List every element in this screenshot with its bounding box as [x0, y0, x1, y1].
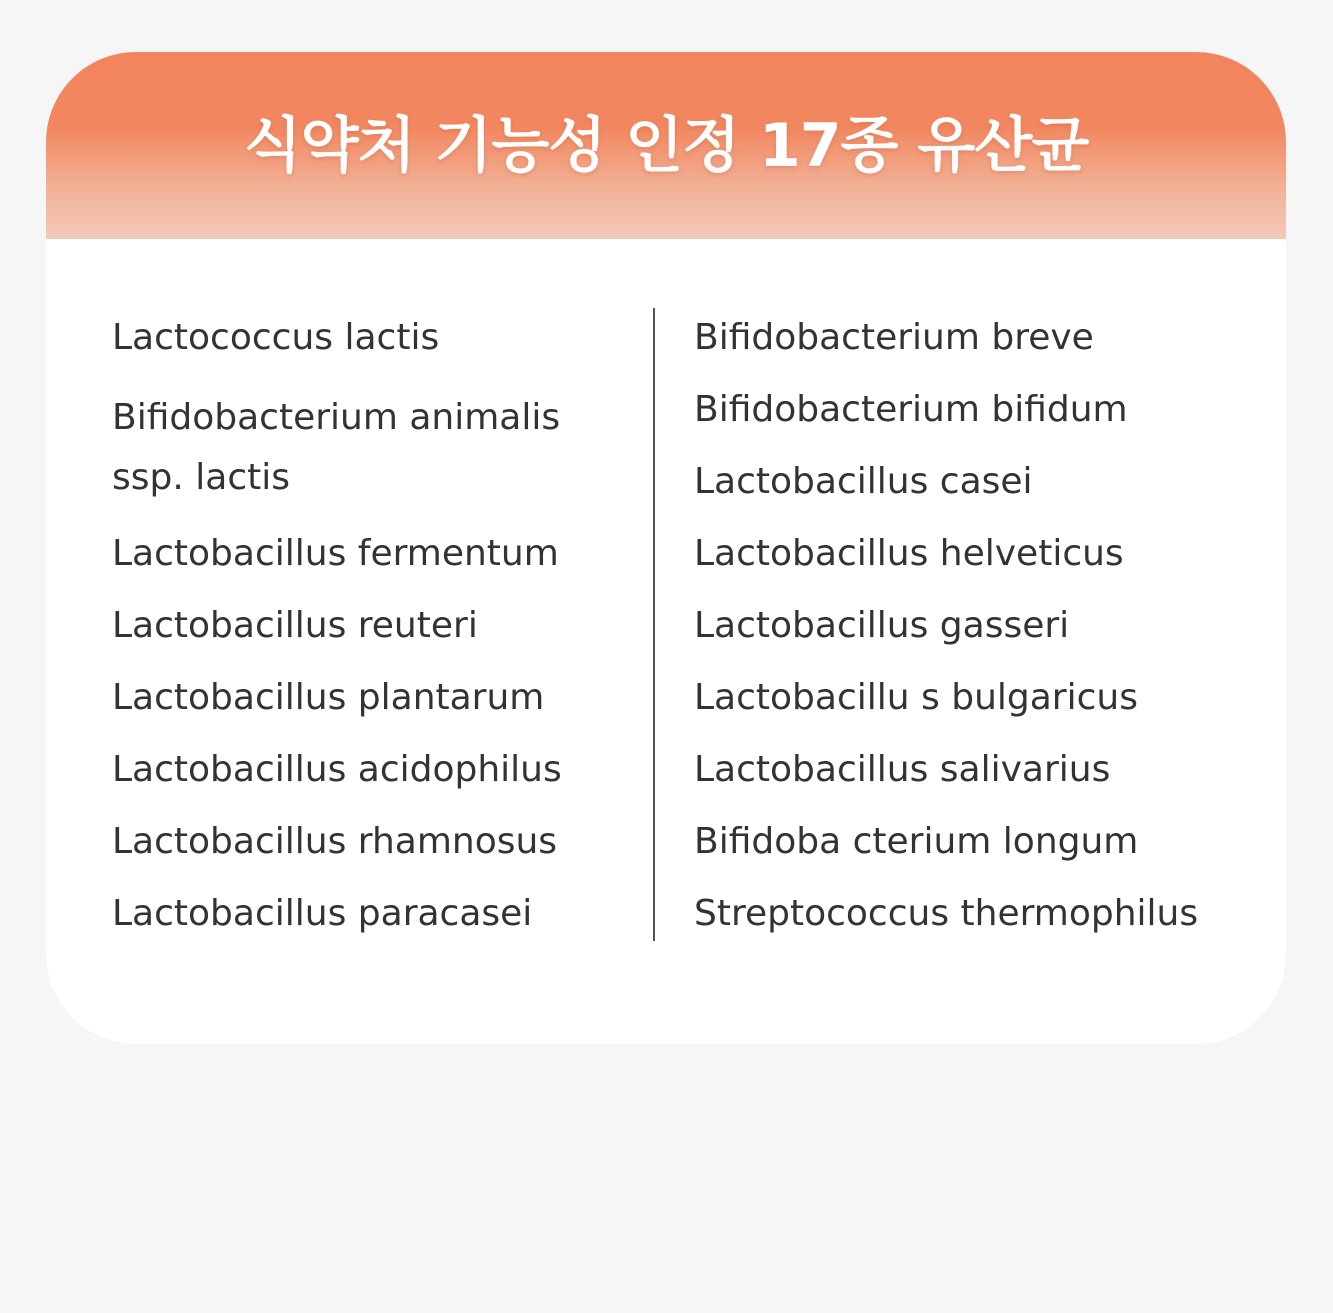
- strain-item: Lactobacillus helveticus: [694, 533, 1124, 574]
- strain-item: Lactobacillus plantarum: [112, 677, 545, 718]
- strain-item: Lactobacillus paracasei: [112, 893, 533, 934]
- strain-item: Bifidobacterium animalis: [112, 397, 561, 438]
- strain-item: Lactobacillus salivarius: [694, 749, 1111, 790]
- probiotics-card: [46, 52, 1286, 1044]
- strain-item: Lactobacillus fermentum: [112, 533, 559, 574]
- strain-item: Lactobacillu s bulgaricus: [694, 677, 1138, 718]
- strain-item: Bifidobacterium bifidum: [694, 389, 1128, 430]
- strain-item-continued: ssp. lactis: [112, 457, 290, 498]
- card-title: 식약처 기능성 인정 17종 유산균: [243, 110, 1089, 181]
- strain-item: Streptococcus thermophilus: [694, 893, 1199, 934]
- card-header: [46, 52, 1286, 239]
- strain-item: Lactobacillus rhamnosus: [112, 821, 558, 862]
- strain-item: Lactobacillus casei: [694, 461, 1033, 502]
- column-divider: [653, 308, 655, 941]
- strain-item: Bifidobacterium breve: [694, 317, 1094, 358]
- strain-item: Lactobacillus gasseri: [694, 605, 1070, 646]
- strain-item: Bifidoba cterium longum: [694, 821, 1139, 862]
- strain-item: Lactobacillus reuteri: [112, 605, 478, 646]
- strain-item: Lactococcus lactis: [112, 317, 440, 358]
- strain-item: Lactobacillus acidophilus: [112, 749, 562, 790]
